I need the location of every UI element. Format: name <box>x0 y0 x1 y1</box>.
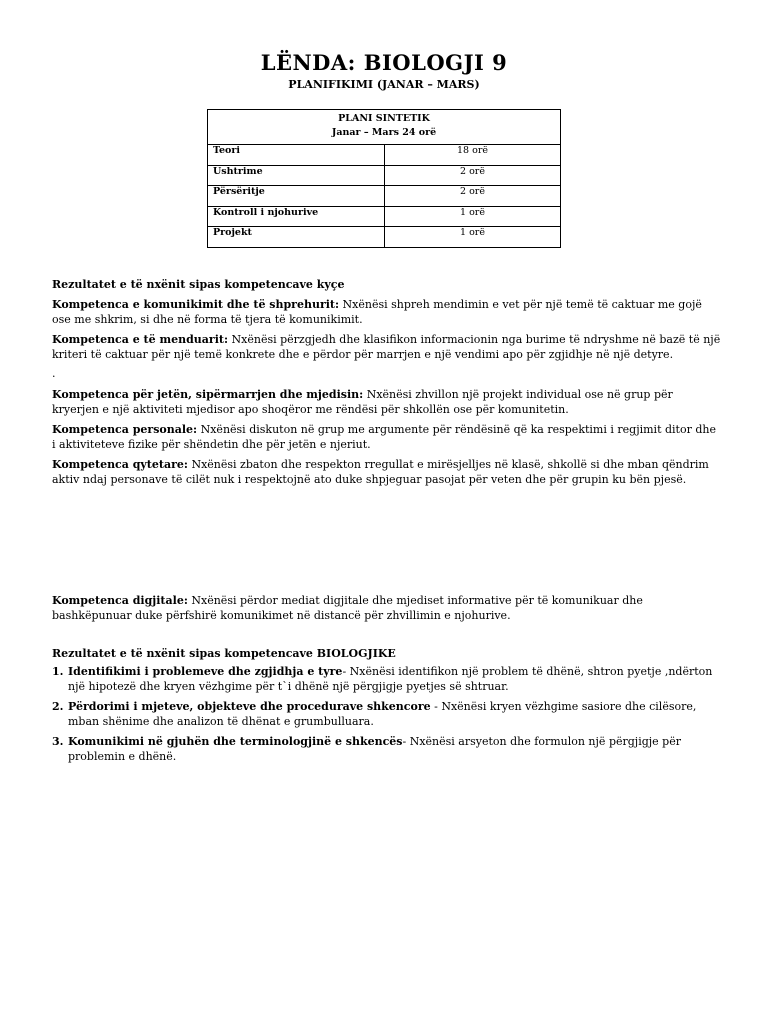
list-item <box>52 664 722 694</box>
competence-personal <box>52 422 722 452</box>
key-competences-heading <box>52 277 722 292</box>
competence-label: Kompetenca e të menduarit: <box>52 333 229 346</box>
plan-row-value: 18 orë <box>385 145 561 166</box>
competence-label: Kompetenca qytetare: <box>52 458 188 471</box>
plan-row-value: 1 orë <box>385 227 561 248</box>
competence-text: Nxënësi diskuton në grup me argumente për rëndësinë që ka respektimi i regjimit ditor dhe i aktiviteteve fizike për shëndetin dhe për jetën e njeriut. <box>52 423 716 451</box>
bio-competence-text: - Nxënësi kryen vëzhgime sasiore dhe cilësore, mban shënime dhe analizon të dhënat e grumbulluara. <box>68 700 697 728</box>
list-number: 1. <box>52 665 64 678</box>
competence-civic <box>52 457 722 487</box>
bio-competences-heading <box>52 646 722 661</box>
competence-text: Nxënësi zbaton dhe respekton rregullat e mirësjelljes në klasë, shkollë si dhe mban qëndrim aktiv ndaj personave të cilët nuk i respektojnë ato duke shpjeguar pasojat për veten dhe për grupin ku bën pjesë. <box>52 458 709 486</box>
plan-row-name: Kontroll i njohurive <box>208 206 385 227</box>
bio-competence-label: Përdorimi i mjeteve, objekteve dhe procedurave shkencore <box>68 700 431 713</box>
list-number: 2. <box>52 700 64 713</box>
plan-table <box>207 109 561 248</box>
plan-row-value: 1 orë <box>385 206 561 227</box>
plan-table-header <box>208 110 561 145</box>
competence-communication <box>52 297 722 327</box>
competence-text: Nxënësi zhvillon një projekt individual ose në grup për kryerjen e një aktiviteti mjedisor apo shoqëror me rëndësi për shkollën ose për komunitetin. <box>52 388 673 416</box>
competence-label: Kompetenca digjitale: <box>52 594 188 607</box>
competence-label: Kompetenca e komunikimit dhe të shprehurit: <box>52 298 340 311</box>
competence-digital <box>52 593 722 623</box>
plan-row-name: Projekt <box>208 227 385 248</box>
table-row <box>208 165 561 186</box>
page-subtitle: PLANIFIKIMI (JANAR – MARS) <box>288 78 480 91</box>
page-title: LËNDA: BIOLOGJI 9 <box>260 50 508 75</box>
plan-row-name: Ushtrime <box>208 165 385 186</box>
list-item <box>52 699 722 729</box>
competence-text: Nxënësi përzgjedh dhe klasifikon informacionin nga burime të ndryshme në bazë të një kriteri të caktuar për një temë konkrete dhe e përdor për marrjen e një vendimi apo për zgjidhje në një detyre. <box>52 333 721 361</box>
bio-competence-text: - Nxënësi arsyeton dhe formulon një përgjigje për problemin e dhënë. <box>68 735 681 763</box>
table-row <box>208 186 561 207</box>
bio-competence-label: Identifikimi i problemeve dhe zgjidhja e tyre <box>68 665 343 678</box>
table-row <box>208 206 561 227</box>
competence-text: Nxënësi shpreh mendimin e vet për një temë të caktuar me gojë ose me shkrim, si dhe në forma të tjera të komunikimit. <box>52 298 702 326</box>
plan-row-value: 2 orë <box>385 165 561 186</box>
stray-dot: . <box>52 367 56 380</box>
section-heading: Rezultatet e të nxënit sipas kompetencave kyçe <box>52 278 345 291</box>
bio-competences-list <box>52 664 722 769</box>
competence-text: Nxënësi përdor mediat digjitale dhe mjediset informative për të komunikuar dhe bashkëpunuar duke përfshirë komunikimet në distancë për zhvillimin e njohurive. <box>52 594 643 622</box>
plan-header-title: PLANI SINTETIK <box>338 113 430 124</box>
list-item <box>52 734 722 764</box>
competence-label: Kompetenca personale: <box>52 423 198 436</box>
section-heading: Rezultatet e të nxënit sipas kompetencave BIOLOGJIKE <box>52 647 396 660</box>
table-row <box>208 227 561 248</box>
plan-header-period: Janar – Mars 24 orë <box>331 127 437 138</box>
competence-thinking <box>52 332 722 362</box>
competence-life-environment <box>52 387 722 417</box>
competence-label: Kompetenca për jetën, sipërmarrjen dhe mjedisin: <box>52 388 364 401</box>
plan-row-name: Teori <box>208 145 385 166</box>
plan-row-value: 2 orë <box>385 186 561 207</box>
table-row <box>208 145 561 166</box>
list-number: 3. <box>52 735 64 748</box>
bio-competence-text: - Nxënësi identifikon një problem të dhënë, shtron pyetje ,ndërton një hipotezë dhe kryen vëzhgime për t`i dhënë një përgjigje pyetjes së shtruar. <box>68 665 713 693</box>
bio-competence-label: Komunikimi në gjuhën dhe terminologjinë e shkencës <box>68 735 403 748</box>
plan-table-header-row <box>208 110 561 145</box>
plan-row-name: Përsëritje <box>208 186 385 207</box>
